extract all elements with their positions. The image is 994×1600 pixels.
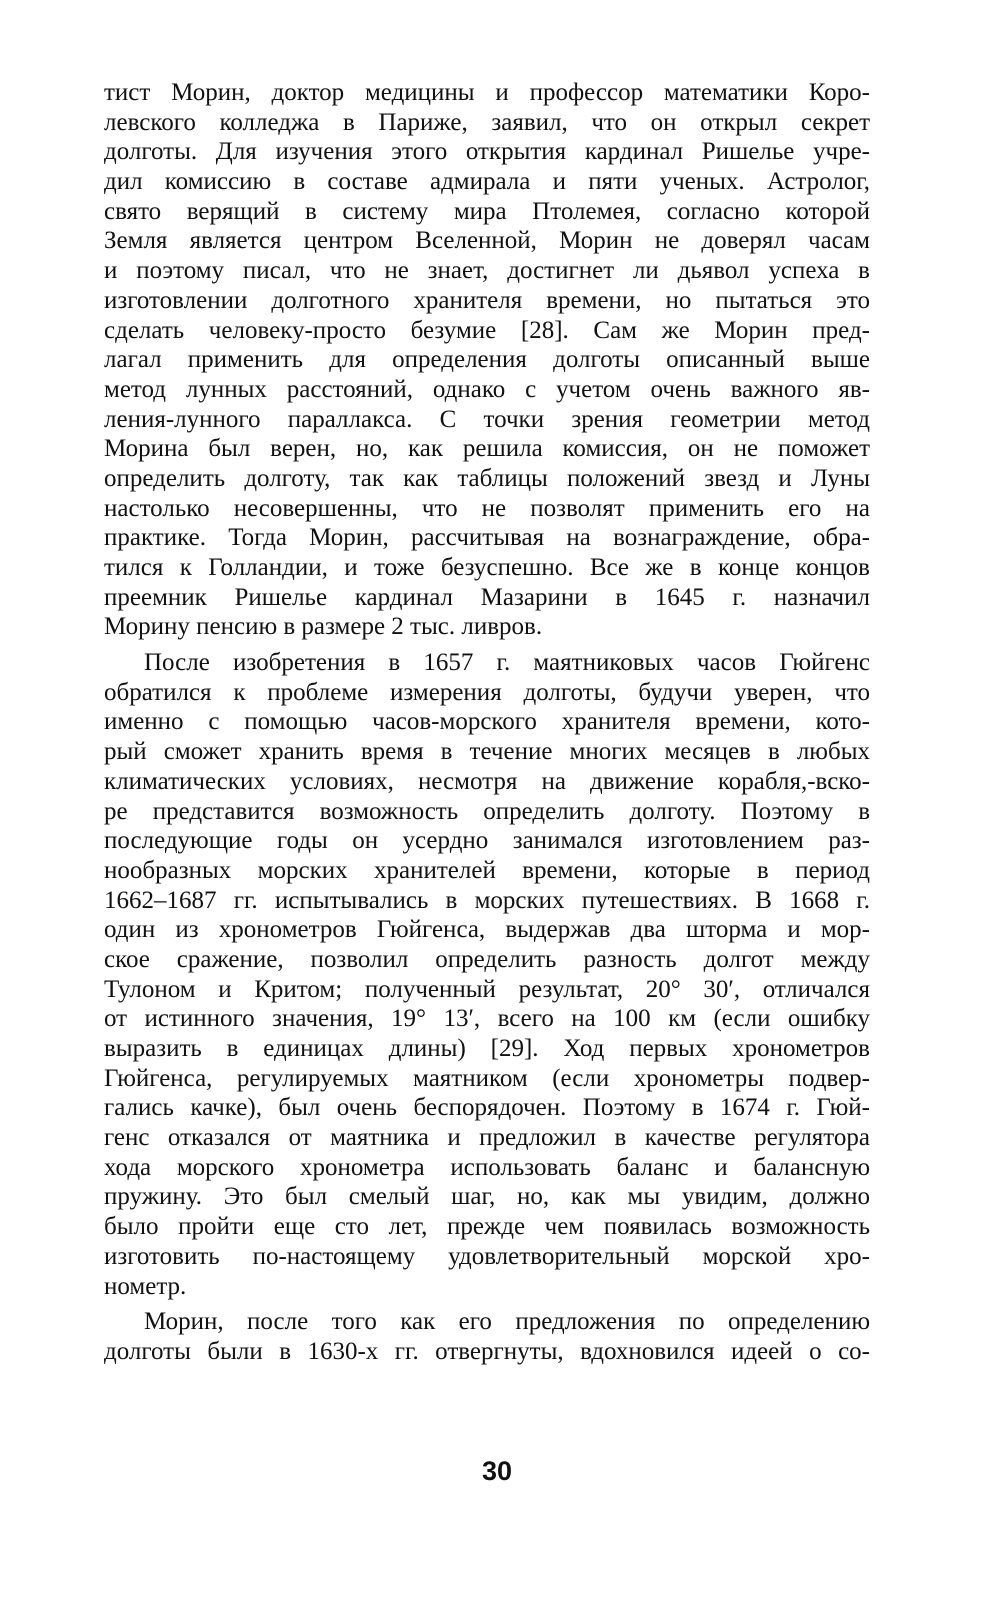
text-line: лагал применить для определения долготы описанный выше (104, 346, 870, 374)
text-line: и поэтому писал, что не знает, достигнет ли дьявол успеха в (104, 257, 870, 285)
text-line: свято верящий в систему мира Птолемея, согласно которой (104, 197, 870, 225)
text-line: нообразных морских хранителей времени, которые в период (104, 856, 870, 884)
text-line: настолько несовершенны, что не позволят применить его на (104, 494, 870, 522)
text-line: изготовлении долготного хранителя времени, но пытаться это (104, 286, 870, 314)
text-line: преемник Ришелье кардинал Мазарини в 1645 г. назначил (104, 583, 870, 611)
text-line: климатических условиях, несмотря на движение корабля,-вско- (104, 767, 870, 795)
text-line: определить долготу, так как таблицы положений звезд и Луны (104, 464, 870, 492)
text-line: 1662–1687 гг. испытывались в морских путешествиях. В 1668 г. (104, 886, 870, 914)
text-line: генс отказался от маятника и предложил в качестве регулятора (104, 1124, 870, 1152)
text-line: выразить в единицах длины) [29]. Ход первых хронометров (104, 1035, 870, 1062)
text-line: было пройти еще сто лет, прежде чем появилась возможность (104, 1213, 870, 1241)
text-line: метод лунных расстояний, однако с учетом очень важного яв- (104, 375, 870, 403)
paragraph (104, 78, 870, 642)
text-line: Морин, после того как его предложения по определению (144, 1308, 870, 1336)
text-line: ления-лунного параллакса. С точки зрения геометрии метод (104, 405, 870, 433)
text-line: тист Морин, доктор медицины и профессор математики Коро- (104, 79, 870, 106)
text-line: нометр. (104, 1272, 187, 1300)
text-line: долготы были в 1630-х гг. отвергнуты, вдохновился идеей о со- (104, 1337, 870, 1365)
text-line: практике. Тогда Морин, рассчитывая на вознаграждение, обра- (104, 524, 870, 552)
text-line: гались качке), был очень беспорядочен. Поэтому в 1674 г. Гюй- (104, 1094, 870, 1122)
text-line: Тулоном и Критом; полученный результат, 20° 30′, отличался (104, 975, 870, 1003)
text-line: Морина был верен, но, как решила комиссия, он не поможет (104, 435, 870, 463)
text-line: изготовить по-настоящему удовлетворительный морской хро- (104, 1242, 870, 1270)
text-line: долготы. Для изучения этого открытия кардинал Ришелье учре- (104, 138, 870, 166)
text-line: левского колледжа в Париже, заявил, что он открыл секрет (104, 108, 870, 136)
text-line: дил комиссию в составе адмирала и пяти ученых. Астролог, (104, 168, 870, 196)
text-line: пружину. Это был смелый шаг, но, как мы увидим, должно (104, 1183, 870, 1211)
text-line: сделать человеку-просто безумие [28]. Сам же Морин пред- (104, 316, 870, 344)
text-line: хода морского хронометра использовать баланс и балансную (104, 1153, 870, 1181)
text-line: именно с помощью часов-морского хранителя времени, кото- (104, 708, 870, 736)
text-line: тился к Голландии, и тоже безуспешно. Все же в конце концов (104, 554, 870, 581)
text-line: Земля является центром Вселенной, Морин не доверял часам (104, 227, 870, 255)
text-line: ское сражение, позволил определить разность долгот между (104, 945, 870, 973)
body-text (104, 78, 870, 1367)
text-line: После изобретения в 1657 г. маятниковых часов Гюйгенс (144, 649, 870, 677)
page-number: 30 (481, 1456, 513, 1486)
paragraph (104, 1307, 870, 1366)
text-line: Морину пенсию в размере 2 тыс. ливров. (104, 613, 543, 641)
text-line: рый сможет хранить время в течение многих месяцев в любых (104, 738, 870, 766)
text-line: обратился к проблеме измерения долготы, будучи уверен, что (104, 678, 870, 706)
text-line: от истинного значения, 19° 13′, всего на 100 км (если ошибку (104, 1005, 870, 1033)
text-line: ре представится возможность определить долготу. Поэтому в (104, 797, 870, 825)
paragraph (104, 648, 870, 1301)
text-line: один из хронометров Гюйгенса, выдержав два шторма и мор- (104, 916, 870, 944)
text-line: последующие годы он усердно занимался изготовлением раз- (104, 827, 870, 855)
text-line: Гюйгенса, регулируемых маятником (если хронометры подвер- (104, 1064, 870, 1092)
